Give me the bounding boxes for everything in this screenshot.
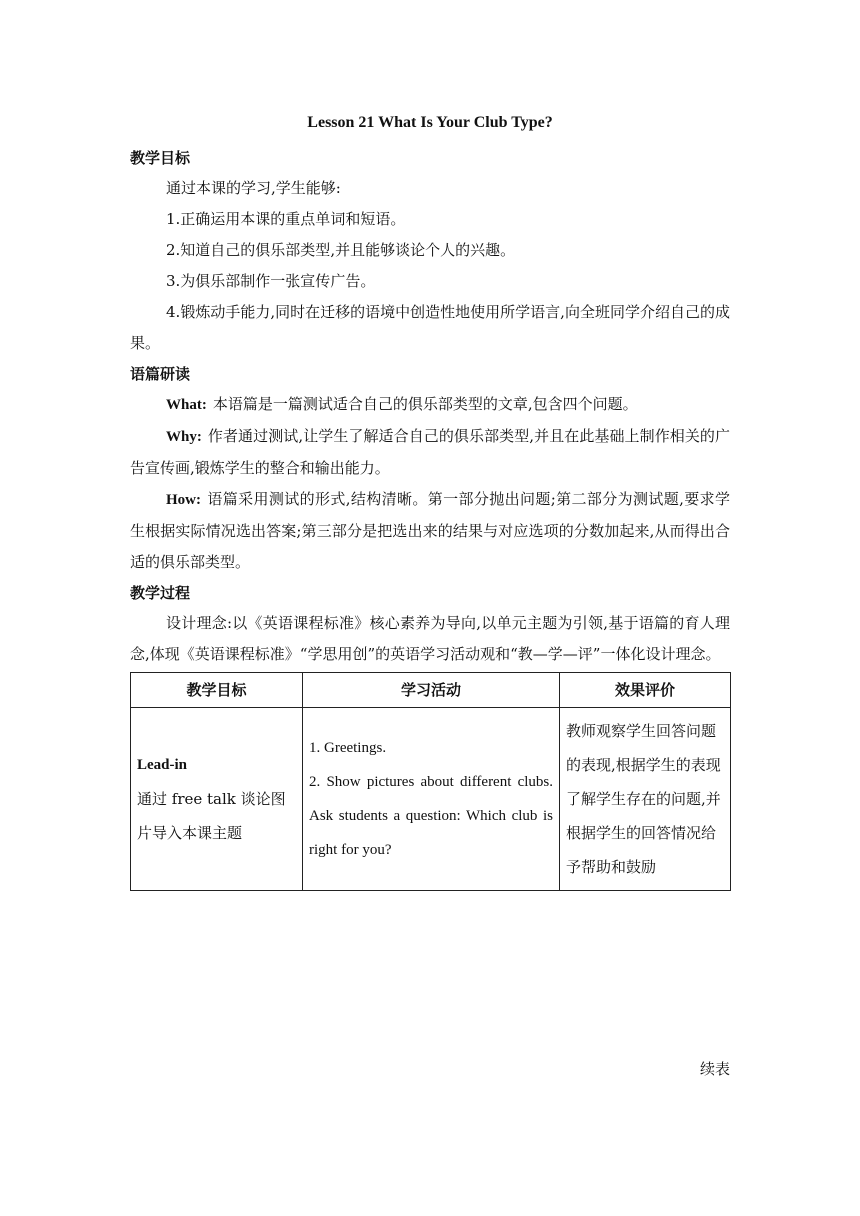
section-heading-process: 教学过程 (130, 584, 191, 602)
table-row (131, 708, 731, 891)
goal-item-4: 4.锻炼动手能力,同时在迁移的语境中创造性地使用所学语言,向全班同学介绍自己的成果。 (130, 303, 730, 352)
goal-item-2: 2.知道自己的俱乐部类型,并且能够谈论个人的兴趣。 (166, 241, 516, 259)
why-text: 作者通过测试,让学生了解适合自己的俱乐部类型,并且在此基础上制作相关的广告宣传画,锻炼学生的整合和输出能力。 (130, 427, 730, 477)
analysis-why (130, 421, 730, 484)
cell-goal (131, 708, 303, 891)
table-header-row (131, 673, 731, 708)
analysis-how (130, 484, 730, 578)
header-activity: 学习活动 (303, 673, 560, 708)
goals-intro: 通过本课的学习,学生能够: (166, 179, 341, 197)
section-heading-analysis: 语篇研读 (130, 365, 191, 383)
lead-in-text: 通过 free talk 谈论图片导入本课主题 (137, 790, 286, 842)
table-continued-label: 续表 (699, 1060, 730, 1078)
what-text: 本语篇是一篇测试适合自己的俱乐部类型的文章,包含四个问题。 (212, 395, 638, 413)
why-label: Why: (166, 429, 202, 445)
design-concept: 设计理念:以《英语课程标准》核心素养为导向,以单元主题为引领,基于语篇的育人理念,体现《英语课程标准》“学思用创”的英语学习活动观和“教—学—评”一体化设计理念。 (130, 614, 730, 663)
cell-activity (303, 708, 560, 891)
lead-in-label: Lead-in (137, 757, 188, 773)
goal-item-1: 1.正确运用本课的重点单词和短语。 (166, 210, 406, 228)
analysis-what (130, 389, 730, 421)
lesson-title: Lesson 21 What Is Your Club Type? (307, 114, 553, 131)
section-heading-goals: 教学目标 (130, 149, 191, 167)
cell-evaluation: 教师观察学生回答问题的表现,根据学生的表现了解学生存在的问题,并根据学生的回答情况给予帮助和鼓励 (560, 708, 731, 891)
header-goal: 教学目标 (131, 673, 303, 708)
document-body (130, 143, 730, 891)
goal-item-3: 3.为俱乐部制作一张宣传广告。 (166, 272, 376, 290)
how-text: 语篇采用测试的形式,结构清晰。第一部分抛出问题;第二部分为测试题,要求学生根据实际情况选出答案;第三部分是把选出来的结果与对应选项的分数加起来,从而得出合适的俱乐部类型。 (130, 490, 730, 571)
what-label: What: (166, 397, 207, 413)
activity-1: 1. Greetings. (309, 740, 387, 756)
activity-2: 2. Show pictures about different clubs. Ask students a question: Which club is right for you? (309, 774, 553, 858)
lesson-plan-table (130, 672, 731, 891)
how-label: How: (166, 492, 201, 508)
header-evaluation: 效果评价 (560, 673, 731, 708)
